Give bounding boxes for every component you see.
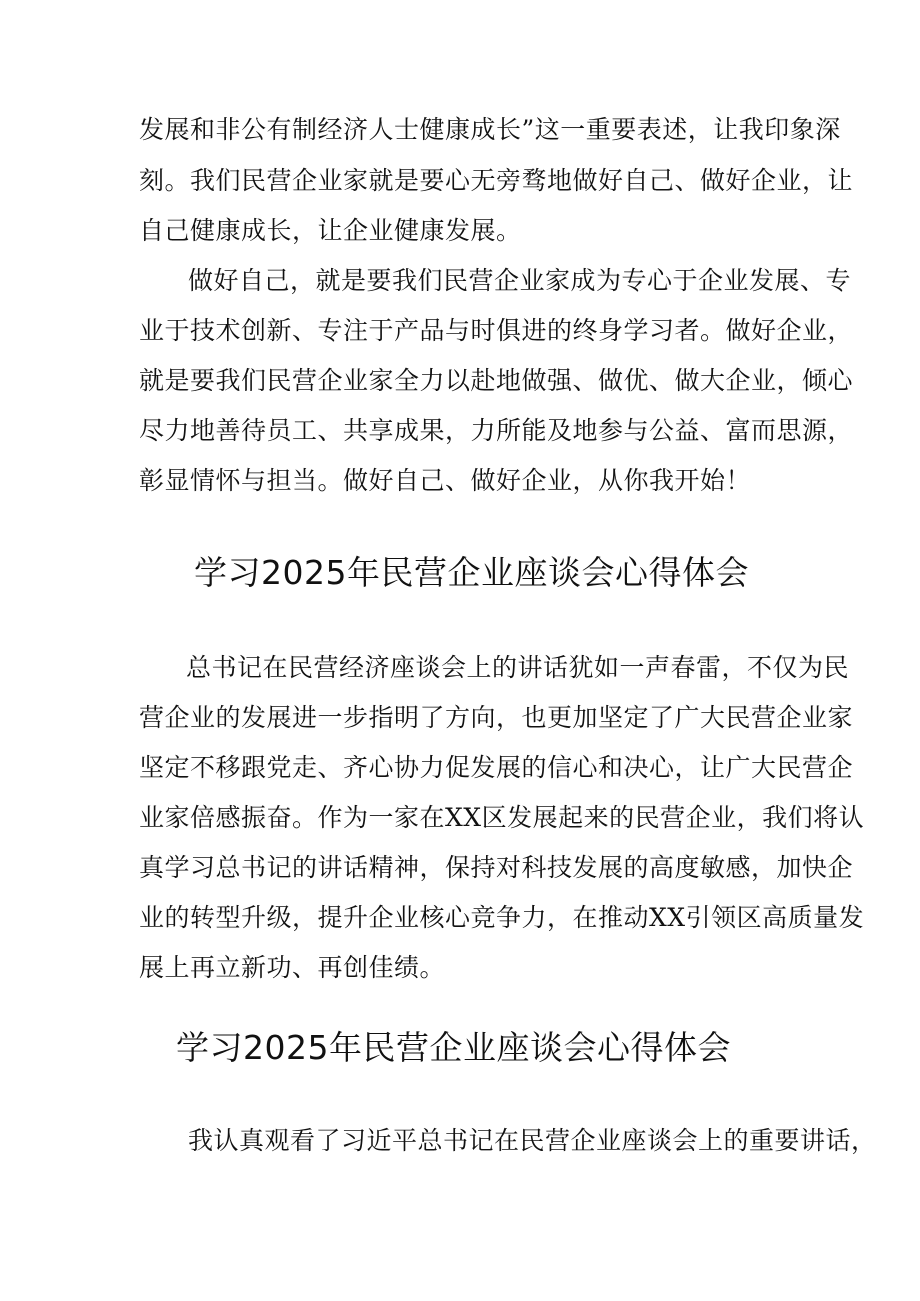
paragraph-line: 总书记在民营经济座谈会上的讲话犹如一声春雷，不仅为民: [186, 653, 850, 682]
paragraph-line: 业的转型升级，提升企业核心竞争力，在推动XX引领区高质量发: [139, 903, 865, 932]
paragraph-line: 尽力地善待员工、共享成果，力所能及地参与公益、富而思源，: [139, 416, 854, 445]
paragraph-line: 刻。我们民营企业家就是要心无旁骛地做好自己、做好企业，让: [139, 166, 854, 195]
paragraph-line: 坚定不移跟党走、齐心协力促发展的信心和决心，让广大民营企: [139, 753, 854, 782]
paragraph-line: 营企业的发展进一步指明了方向，也更加坚定了广大民营企业家: [139, 703, 854, 732]
paragraph-line: 业于技术创新、专注于产品与时俱进的终身学习者。做好企业，: [139, 316, 854, 345]
paragraph-line: 真学习总书记的讲话精神，保持对科技发展的高度敏感，加快企: [139, 853, 854, 882]
paragraph-line: 我认真观看了习近平总书记在民营企业座谈会上的重要讲话，: [188, 1126, 877, 1155]
paragraph-line: 彰显情怀与担当。做好自己、做好企业，从你我开始！: [139, 466, 752, 495]
section-heading: 学习2025年民营企业座谈会心得体会: [194, 553, 749, 592]
paragraph-line: 就是要我们民营企业家全力以赴地做强、做优、做大企业，倾心: [139, 366, 854, 395]
paragraph-line: 发展和非公有制经济人士健康成长”这一重要表述，让我印象深: [139, 115, 841, 144]
section-heading: 学习2025年民营企业座谈会心得体会: [176, 1028, 731, 1067]
paragraph-line: 自己健康成长，让企业健康发展。: [139, 216, 522, 245]
paragraph-line: 业家倍感振奋。作为一家在XX区发展起来的民营企业，我们将认: [139, 803, 865, 832]
paragraph-line: 做好自己，就是要我们民营企业家成为专心于企业发展、专: [188, 266, 852, 295]
paragraph-line: 展上再立新功、再创佳绩。: [139, 953, 446, 982]
